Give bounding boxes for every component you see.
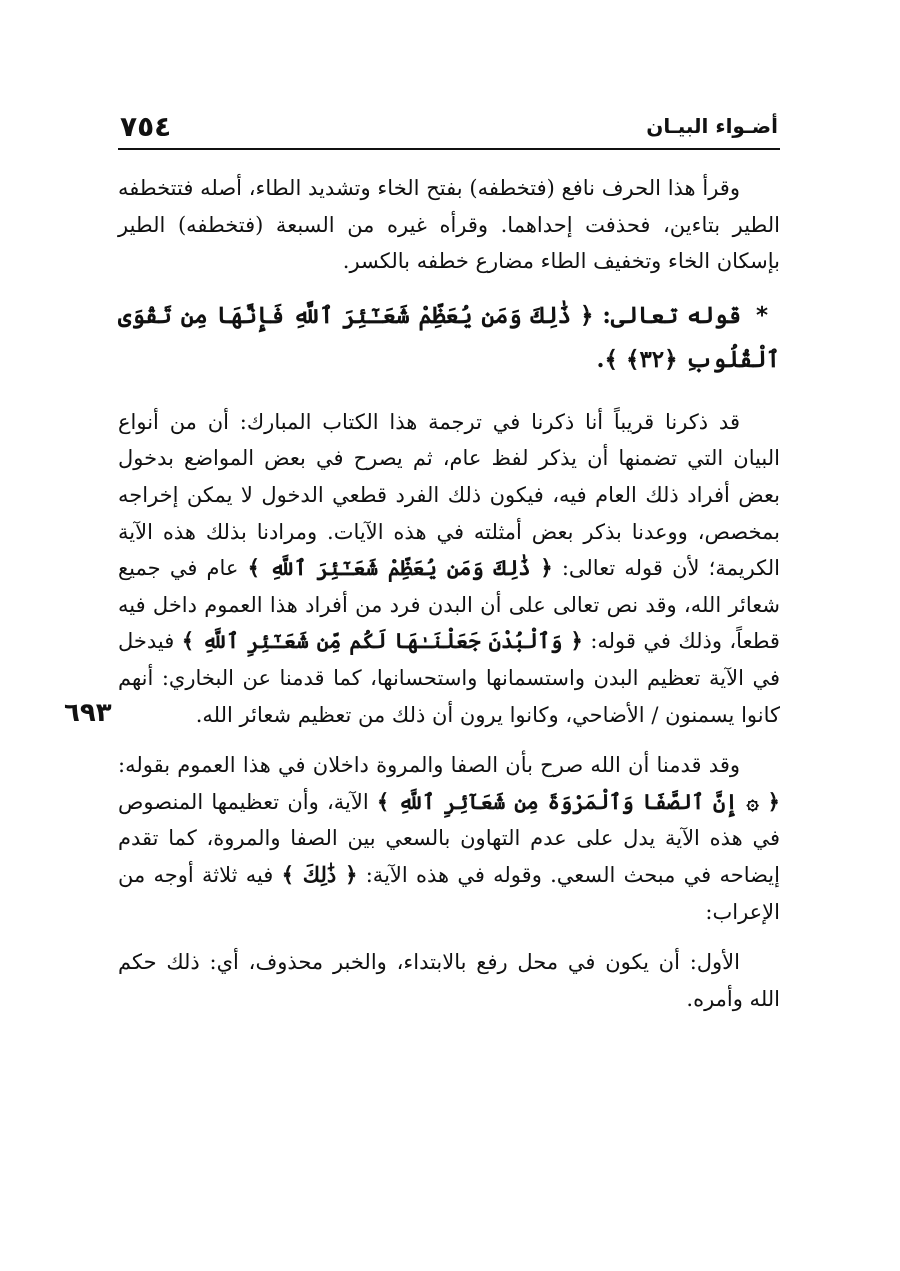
verse-quote: ﴿ ۞ إِنَّ ٱلصَّفَا وَٱلْمَرْوَةَ مِن شَعَآئِرِ ٱللَّهِ ﴾ [376, 788, 780, 814]
paragraph-2 [64, 404, 780, 733]
paragraph-3-part-c: فيه ثلاثة أوجه من الإعراب: [118, 862, 780, 924]
page-number: ٧٥٤ [120, 110, 172, 143]
spacer [118, 382, 780, 404]
document-page [64, 0, 780, 1271]
spacer [118, 280, 780, 294]
paragraph-3-part-b: الآية، وأن تعظيمها المنصوص في هذه الآية يدل على عدم التهاون بالسعي بين الصفا والمروة، كما تقدم إيضاحه في مبحث السعي. وقوله في هذه الآية: [118, 789, 780, 887]
verse-quote: ﴿ وَٱلْبُدْنَ جَعَلْنَـٰهَا لَكُم مِّن شَعَـٰٓئِرِ ٱللَّهِ ﴾ [181, 628, 583, 654]
star-marker: * [755, 302, 769, 329]
margin-reference-number: ٦٩٣ [64, 697, 112, 728]
verse-quote: ﴿ ذَٰلِكَ ﴾ [281, 861, 358, 887]
running-header [118, 104, 780, 148]
paragraph-3-part-a: وقد قدمنا أن الله صرح بأن الصفا والمروة داخلان في هذا العموم بقوله: [118, 753, 740, 778]
heading-label: قوله تعالى: [602, 301, 742, 329]
paragraph-1: وقرأ هذا الحرف نافع (فتخطفه) بفتح الخاء وتشديد الطاء، أصله فتتخطفه الطير بتاءين، فحذفت إحداهما. وقرأه غيره من السبعة (فتخطفه) الطير بإسكان الخاء وتخفيف الطاء مضارع خطفه بالكسر. [118, 176, 780, 274]
verse-quote: ﴿ ذَٰلِكَ وَمَن يُعَظِّمْ شَعَـٰٓئِرَ ٱللَّهِ ﴾ [247, 555, 553, 581]
paragraph-3 [118, 747, 780, 930]
verse-heading [118, 294, 780, 382]
page-body [64, 170, 780, 1017]
spacer [118, 733, 780, 747]
heading-verse: ﴿ ذَٰلِكَ وَمَن يُعَظِّمْ شَعَـٰٓئِرَ ٱللَّهِ فَإِنَّهَا مِن تَقْوَى ٱلْقُلُوبِ ﴿٣٢﴾ ﴾. [118, 301, 780, 373]
book-title: أضـواء البيـان [646, 114, 778, 138]
paragraph-2-part-c: فيدخل في الآية تعظيم البدن واستسمانها واستحسانها، كما قدمنا عن البخاري: أنهم كانوا يسمنون / الأضاحي، وكانوا يرون أن ذلك من تعظيم شعائر الله. [118, 629, 780, 727]
paragraph-4: الأول: أن يكون في محل رفع بالابتداء، والخبر محذوف، أي: ذلك حكم الله وأمره. [118, 950, 780, 1011]
header-rule [118, 148, 780, 150]
spacer [118, 930, 780, 944]
paragraph-2-part-a: قد ذكرنا قريباً أنا ذكرنا في ترجمة هذا الكتاب المبارك: أن من أنواع البيان التي تضمنها أن يذكر لفظ عام، ثم يصرح في بعض المواضع بدخول بعض أفراد ذلك العام فيه، فيكون ذلك الفرد قطعي الدخول لا يمكن إخراجه بمخصص، ووعدنا بذكر بعض أمثلته في هذه الآيات. ومرادنا بذلك هذه الآية الكريمة؛ لأن قوله تعالى: [118, 409, 780, 581]
paragraph-2-part-b: عام في جميع شعائر الله، وقد نص تعالى على أن البدن فرد من أفراد هذا العموم داخل فيه قطعاً، وذلك في قوله: [118, 556, 780, 654]
